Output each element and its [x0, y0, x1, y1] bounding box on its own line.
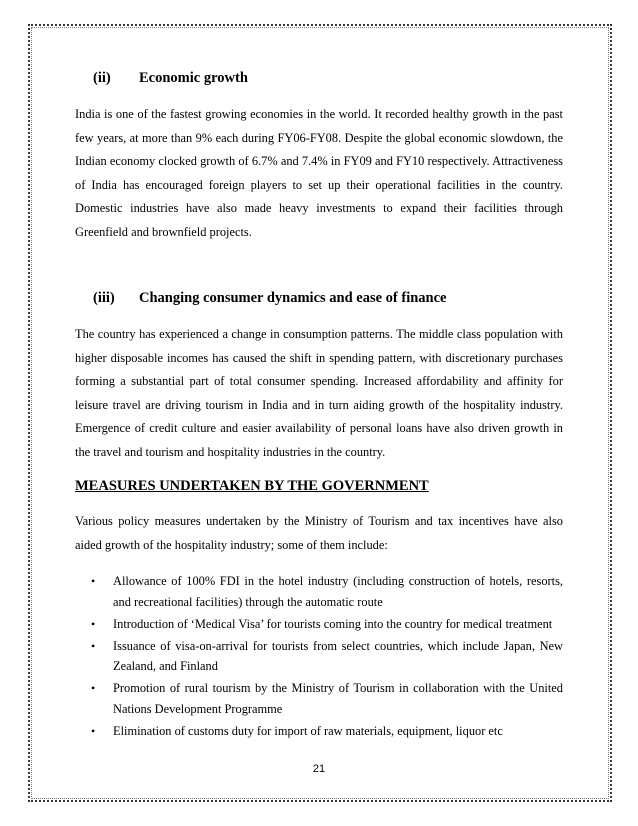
list-item: [75, 614, 563, 635]
list-item-text: Introduction of ‘Medical Visa’ for tourists coming into the country for medical treatment: [113, 616, 553, 631]
section-iii-heading: [75, 288, 563, 308]
list-item: [75, 721, 563, 742]
bullet-icon: •: [91, 723, 96, 738]
measures-intro: Various policy measures undertaken by the Ministry of Tourism and tax incentives have also aided growth of the hospitality industry; some of them include:: [75, 514, 563, 552]
list-item-text: Promotion of rural tourism by the Ministry of Tourism in collaboration with the United Nations Development Programme: [113, 681, 563, 716]
list-item: [75, 636, 563, 677]
bullet-icon: •: [91, 574, 96, 588]
section-ii-heading: [75, 68, 563, 88]
measures-list: [75, 571, 563, 741]
section-iii-paragraph: The country has experienced a change in consumption patterns. The middle class population with higher disposable incomes has caused the shift in spending pattern, with discretionary purchases forming a substantial part of total consumer spending. Increased affordability and affinity for leisure travel are driving tourism in India and in turn aiding growth of the hospitality industry. Emergence of credit culture and easier availability of personal loans have also driven growth in the travel and tourism and hospitality industries in the country.: [75, 327, 563, 459]
bullet-icon: •: [91, 638, 96, 653]
section-iii-number: (iii): [93, 290, 115, 306]
section-ii-number: (ii): [93, 70, 111, 86]
bullet-icon: •: [91, 681, 96, 695]
list-item-text: Issuance of visa-on-arrival for tourists from select countries, which include Japan, New Zealand, and Finland: [113, 638, 563, 673]
list-item-text: Elimination of customs duty for import of raw materials, equipment, liquor etc: [113, 723, 503, 738]
bullet-icon: •: [91, 616, 96, 631]
list-item: [75, 678, 563, 719]
section-ii-paragraph: India is one of the fastest growing economies in the world. It recorded healthy growth in the past few years, at more than 9% each during FY06-FY08. Despite the global economic slowdown, the Indian economy clocked growth of 6.7% and 7.4% in FY09 and FY10 respectively. Attractiveness of India has encouraged foreign players to set up their operational facilities in the country. Domestic industries have also made heavy investments to expand their facilities through Greenfield and brownfield projects.: [75, 107, 563, 239]
measures-heading: MEASURES UNDERTAKEN BY THE GOVERNMENT: [75, 478, 429, 494]
page-content: [75, 68, 563, 743]
page-number: 21: [312, 763, 326, 775]
section-ii-title: Economic growth: [139, 70, 248, 86]
section-iii-title: Changing consumer dynamics and ease of finance: [139, 290, 447, 306]
list-item-text: Allowance of 100% FDI in the hotel industry (including construction of hotels, resorts, and recreational facilities) through the automatic route: [113, 574, 563, 609]
list-item: [75, 571, 563, 612]
